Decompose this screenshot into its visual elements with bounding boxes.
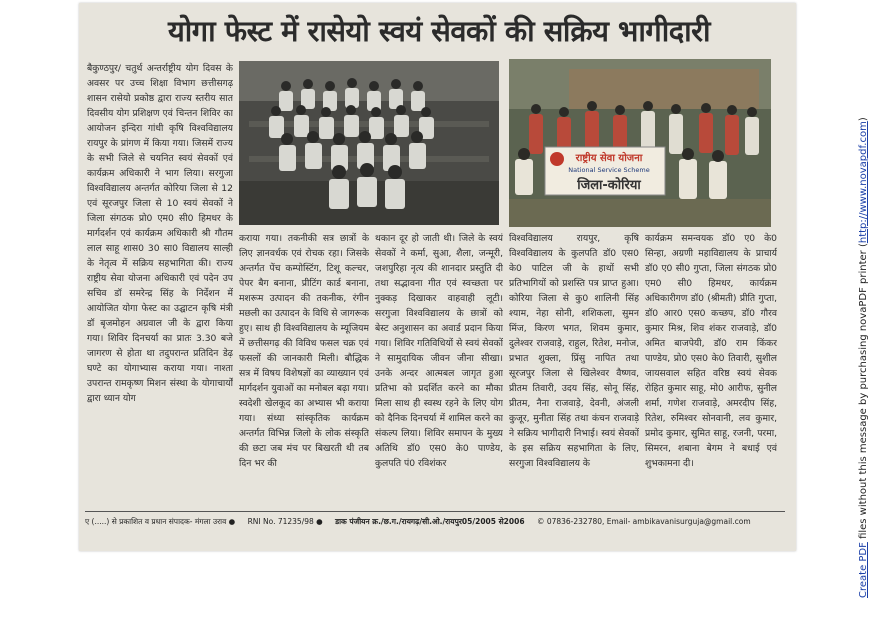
article-column-3 [375,231,503,509]
article-column-1-text: बैकुण्ठपुर/ चतुर्थ अन्तर्राष्ट्रीय योग दिवस के अवसर पर उच्च शिक्षा विभाग छत्तीसगढ़ शासन रासेयो प्रकोष्ठ द्वारा राज्य स्तरीय सात दिवसीय योग प्रशिक्षण एवं चिन्तन शिविर का आयोजन इन्दिरा गांधी कृषि विश्वविद्यालय रायपुर के प्रांगण में किया गया। जिसमें राज्य के सभी जिले से चयनित स्वयं सेवकों एवं कार्यक्रम अधिकारी ने भाग लिया। सरगुजा विश्वविद्यालय अन्तर्गत कोरिया जिला से 12 एवं सूरजपुर जिला से 10 स्वयं सेवकों ने जिला संगठक प्रो0 एम0 सी0 हिमधर के मार्गदर्शन एवं कार्यक्रम अधिकारी श्री गौतम लाल साहू शास0 30 सा0 विद्यालय साल्ही के नेतृत्व में सक्रिय सहभागिता की। राज्य राष्ट्रीय सेवा योजना अधिकारी एवं पदेन उप सचिव डॉ समरेन्द्र सिंह के निर्देशन में आयोजित योगा फेस्ट का उद्घाटन कृषि मंत्री डॉ बृजमोहन अग्रवाल जी के द्वारा किया गया। शिविर दिनचर्या का प्रातः 3.30 बजे जागरण से होता था तदुपरान्त प्रतिदिन डेढ़ घण्टे का योगाभ्यास कराया गया। नाश्ता उपरान्त रामकृष्ण मिशन संस्था के योगाचार्यों द्वारा ध्यान योग [87,63,233,404]
watermark-text-end: ) [858,117,869,122]
footer-contact: © 07836-232780, Email- ambikavanisurguja@gmail.com [536,517,751,526]
footer-rni: RNI No. 71235/98 ● [247,517,323,526]
article-column-4-text: विश्वविद्यालय रायपुर, कृषि विश्वविद्यालय के कुलपति डॉ0 एस0 के0 पाटिल जी के हाथों सभी प्रतिभागियों को प्रशस्ति पत्र प्राप्त हुआ। कोरिया जिला से कु0 शालिनी सिंह श्याम, नेहा सोनी, शशिकला, सुमन मिंज, किरण भगत, शिवम कुमार, दुलेश्वर राजवाड़े, राहुल, रितेश, मनोज, प्रभात शुक्ला, प्रिंसु नापित तथा सूरजपुर जिला से खिलेश्वर वैष्णव, प्रीतम तिवारी, उदय सिंह, सोनू सिंह, प्रीतम, नैना राजवाड़े, देवनी, अंजली कुजूर, मुनीता सिंह तथा कंचन राजवाड़े ने सक्रिय भागीदारी निभाई। स्वयं सेवकों के इस सक्रिय सहभागिता के लिए, सरगुजा विश्वविद्यालय के [509,233,639,469]
article-column-4 [509,231,639,509]
footer-divider [85,511,785,512]
banner-line-english: National Service Scheme [568,166,650,174]
newspaper-clipping [79,3,796,551]
group-photo-volunteers-image [239,61,499,225]
group-photo-nss-image [509,59,771,227]
nss-banner [545,147,665,195]
article-column-2-text: कराया गया। तकनीकी सत्र छात्रों के लिए ज्ञानवर्धक एवं रोचक रहा। जिसके अन्तर्गत पेंच कम्पोस्टिंग, टिशू कल्चर, पेपर बैग बनाना, प्रीटिंग कार्ड बनाना, मशरूम उत्पादन की तकनीक, रंगीन मछली का उत्पादन के विधि से जागरूक हुए। साथ ही विश्वविद्यालय के म्यूजियम में छत्तीसगढ़ की विविध फसल चक्र एवं फसलों की जानकारी मिली। बौद्धिक सत्र में विषय विशेषज्ञों का व्याख्यान एवं मार्गदर्शन युवाओं का मनोबल बढ़ा गया। स्वदेशी खेलकूद का अभ्यास भी कराया गया। संध्या सांस्कृतिक कार्यक्रम अन्तर्गत विभिन्न जिलो के लोक संस्कृति की छटा जब मंच पर बिखरती थी तब दिन भर की [239,233,369,469]
footer-publisher: ए (.....) से प्रकाशित व प्रधान संपादक- मंगला उराव ● [85,517,236,526]
article-column-1 [87,61,233,509]
group-photo-volunteers [239,61,499,225]
banner-line-district: जिला-कोरिया [577,178,641,193]
article-column-2 [239,231,369,509]
watermark-text: files without this message by purchasing novaPDF printer ( [858,243,869,543]
newspaper-footer [85,514,789,530]
article-column-5-text: कार्यक्रम समन्वयक डॉ0 ए0 के0 सिन्हा, अग्रणी महाविद्यालय के प्राचार्य डॉ0 ए0 सी0 गुप्ता, जिला संगठक प्रो0 एम0 सी0 हिमधर, कार्यक्रम अधिकारीगण डॉ0 (श्रीमती) प्रीति गुप्ता, डॉ0 आर0 एस0 कच्छप, डॉ0 गौरव कुमार मिश्र, शिव शंकर राजवाड़े, डॉ0 अमित बाजपेयी, डॉ0 राम किंकर पाण्डेय, प्रो0 एस0 के0 तिवारी, सुशील जायसवाल सहित वरिष्ठ स्वयं सेवक रोहित कुमार साहू, मो0 आरीफ, सुनील शर्मा, गणेश राजवाड़े, अमरदीप सिंह, रितेश, रुमिश्वर सोनवानी, लव कुमार, प्रमोद कुमार, सुमित साहू, रजनी, परमा, सिमरन, शबाना बेगम ने बधाई एवं शुभकामना दी। [645,233,777,469]
novapdf-watermark [858,38,870,598]
article-headline: योगा फेस्ट में रासेयो स्वयं सेवकों की सक्रिय भागीदारी [167,14,711,48]
article-column-3-text: थकान दूर हो जाती थी। जिले के स्वयं सेवकों ने कर्मा, सुआ, शैला, जन्मूरी, जशपुरिहा नृत्य की शानदार प्रस्तुति दी तथा सद्भावना गीत एवं स्वच्छता पर नुक्कड़ दिखाकर वाहवाही लूटी। सरगुजा विश्वविद्यालय के छात्रों को बेस्ट अनुशासन का अवार्ड प्रदान किया गया। शिविर गतिविधियों से स्वयं सेवकों ने सामुदायिक जीवन जीना सीखा। उनके अन्दर आत्मबल जागृत हुआ प्रतिभा को प्रदर्शित करने का मौका मिला साथ ही स्वस्थ रहने के लिए योग को दैनिक दिनचर्या में शामिल करने का संकल्प लिया। शिविर समापन के मुख्य अतिथि डॉ0 एस0 के0 पाण्डेय, कुलपति पं0 रविशंकर [375,233,503,469]
create-pdf-link[interactable]: Create PDF [858,542,869,598]
footer-postal-registration: डाक पंजीयन क्र./छ.ग./रायगढ़/सी.ओ./रायपुर05/2005 से2006 [335,517,525,526]
novapdf-url-link[interactable]: http://www.novapdf.com [858,121,869,244]
group-photo-nss-banner [509,59,771,227]
article-column-5 [645,231,777,509]
banner-line-hindi: राष्ट्रीय सेवा योजना [575,153,643,164]
